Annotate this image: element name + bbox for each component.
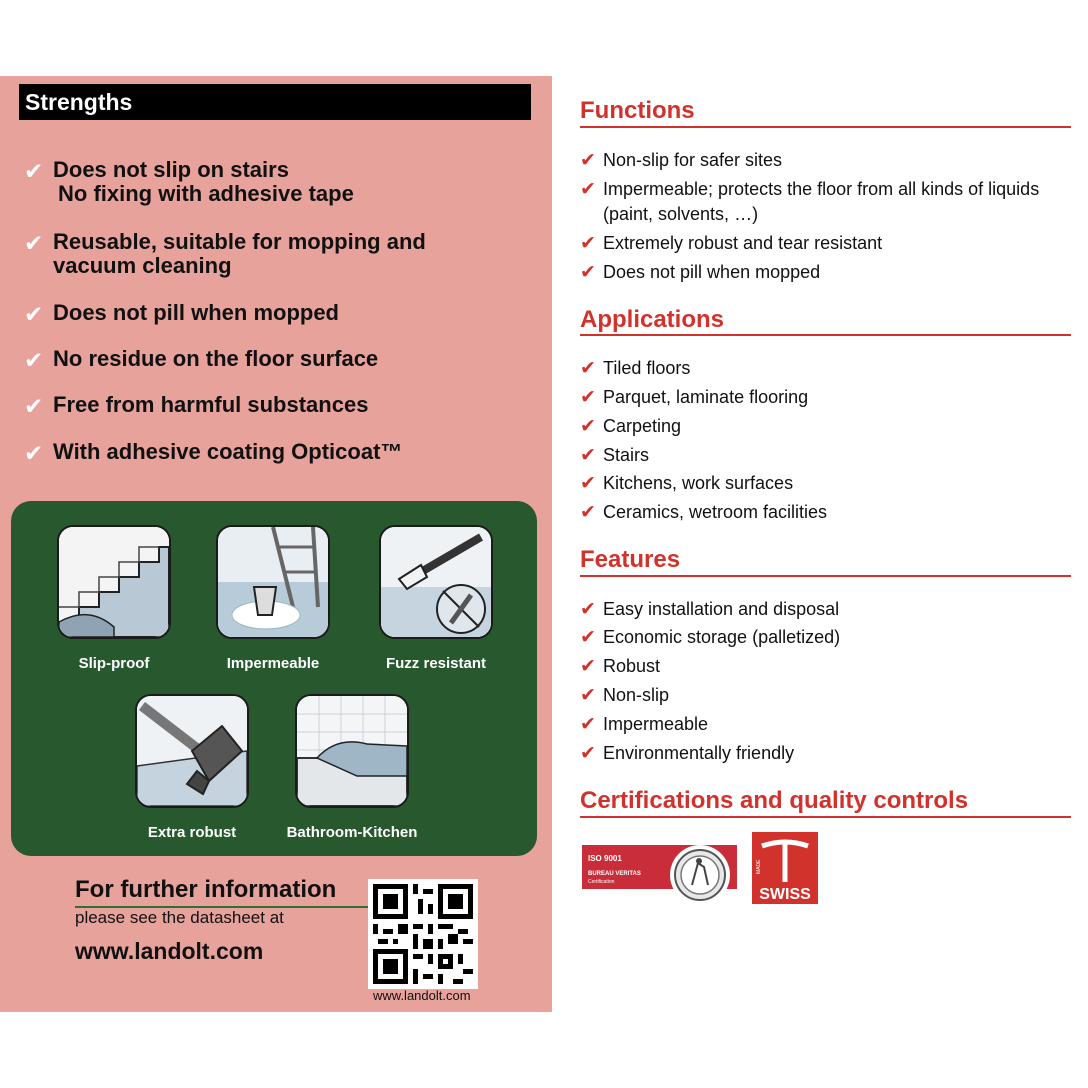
- check-icon: ✔: [580, 502, 596, 523]
- check-icon: ✔: [580, 233, 596, 254]
- list-item: ✔ Parquet, laminate flooring: [580, 387, 809, 408]
- check-icon: ✔: [580, 599, 596, 620]
- list-item: ✔ Impermeable: [580, 714, 709, 735]
- check-icon: ✔: [580, 627, 596, 648]
- features-heading: Features: [580, 546, 681, 573]
- pictogram-label: Impermeable: [226, 655, 320, 672]
- qr-caption: www.landolt.com: [373, 988, 471, 1003]
- functions-divider: [580, 126, 1071, 128]
- iso-line3: Certification: [588, 879, 615, 885]
- check-icon: ✔: [580, 262, 596, 283]
- pictogram-label: Fuzz resistant: [385, 655, 487, 672]
- info-subtitle: please see the datasheet at: [75, 908, 284, 927]
- pictogram-panel: [11, 501, 537, 856]
- qr-code-icon[interactable]: [368, 879, 478, 989]
- applications-divider: [580, 334, 1071, 336]
- hammer-icon: [135, 694, 249, 808]
- list-item: ✔ Easy installation and disposal: [580, 599, 840, 620]
- list-item: ✔ Stairs: [580, 445, 650, 466]
- strengths-heading: Strengths: [19, 84, 531, 120]
- check-icon: ✔: [580, 656, 596, 677]
- check-icon: ✔: [580, 150, 596, 171]
- list-item: ✔ Environmentally friendly: [580, 743, 795, 764]
- paint-spill-icon: [216, 525, 330, 639]
- check-icon: ✔: [580, 387, 596, 408]
- iso-certification-logo: [582, 845, 737, 907]
- strength-item: ✔ No residue on the floor surface: [24, 346, 379, 373]
- applications-heading: Applications: [580, 306, 725, 333]
- swiss-made-logo: [752, 832, 818, 904]
- check-icon: ✔: [24, 230, 44, 256]
- check-icon: ✔: [580, 714, 596, 735]
- certifications-divider: [580, 816, 1071, 818]
- check-icon: ✔: [24, 440, 44, 466]
- certifications-heading: Certifications and quality controls: [580, 787, 969, 814]
- strength-item: ✔ Does not slip on stairs No fixing with adhesive tape: [24, 157, 354, 206]
- check-icon: ✔: [24, 158, 44, 184]
- check-icon: ✔: [580, 416, 596, 437]
- pictogram-label: Slip-proof: [78, 655, 150, 672]
- features-divider: [580, 575, 1071, 577]
- info-title: For further information: [75, 876, 337, 903]
- check-icon: ✔: [24, 347, 44, 373]
- stairs-icon: [57, 525, 171, 639]
- strength-item: ✔ Free from harmful substances: [24, 392, 369, 419]
- iso-line2: BUREAU VERITAS: [588, 871, 641, 877]
- list-item: ✔ Kitchens, work surfaces: [580, 473, 794, 494]
- list-item: ✔ Robust: [580, 656, 661, 677]
- pictogram-label: Bathroom-Kitchen: [286, 824, 418, 841]
- functions-heading: Functions: [580, 97, 695, 124]
- list-item: ✔ Does not pill when mopped: [580, 262, 821, 283]
- swiss-text: SWISS: [759, 886, 811, 903]
- check-icon: ✔: [580, 358, 596, 379]
- list-item: ✔ Carpeting: [580, 416, 682, 437]
- strength-item: ✔ Does not pill when mopped: [24, 300, 339, 327]
- list-item: ✔ Extremely robust and tear resistant: [580, 233, 883, 254]
- list-item: ✔ Non-slip: [580, 685, 670, 706]
- list-item: ✔ Non-slip for safer sites: [580, 150, 783, 171]
- list-item: ✔ Economic storage (palletized): [580, 627, 841, 648]
- check-icon: ✔: [580, 179, 596, 200]
- pictogram-label: Extra robust: [147, 824, 237, 841]
- check-icon: ✔: [24, 393, 44, 419]
- bathtub-icon: [295, 694, 409, 808]
- website-link[interactable]: www.landolt.com: [75, 938, 264, 964]
- list-item: ✔ Ceramics, wetroom facilities: [580, 502, 828, 523]
- check-icon: ✔: [580, 445, 596, 466]
- check-icon: ✔: [580, 473, 596, 494]
- iso-line1: ISO 9001: [588, 854, 622, 863]
- strength-item: ✔ Reusable, suitable for mopping and vacuum cleaning: [24, 229, 426, 278]
- check-icon: ✔: [580, 685, 596, 706]
- list-item: ✔ Impermeable; protects the floor from all kinds of liquids (paint, solvents, …): [580, 179, 1040, 224]
- check-icon: ✔: [24, 301, 44, 327]
- strength-item: ✔ With adhesive coating Opticoat™: [24, 439, 403, 466]
- swiss-small-text: MADE: [756, 859, 762, 874]
- brush-icon: [379, 525, 493, 639]
- list-item: ✔ Tiled floors: [580, 358, 691, 379]
- strengths-panel: [0, 76, 552, 1012]
- check-icon: ✔: [580, 743, 596, 764]
